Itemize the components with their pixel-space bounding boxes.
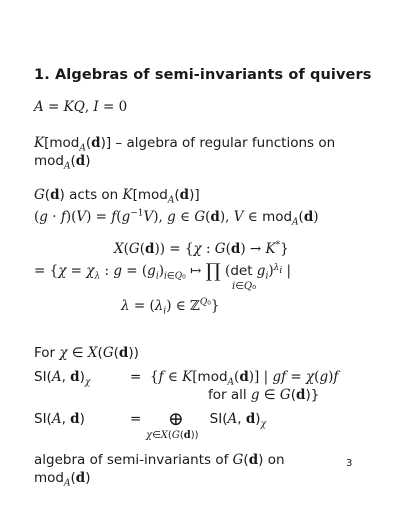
si-chi-lhs: SI(A, $d)_\chi$ <box>34 369 91 388</box>
section-heading: 1. Algebras of semi-invariants of quivers <box>34 67 372 83</box>
group-action-line: G(d) acts on K[mod$_A$(d)] <box>34 187 200 206</box>
si-chi-rhs-line-1: {f ∈ K[mod$_A$(d)] | gf = χ(g)f <box>150 369 339 388</box>
closing-line-2: mod$_A$(d) <box>34 470 91 489</box>
characters-line-2: = {$\chi = \chi_\lambda$ : $g = (g_i)_{i\in Q_0}$ ↦ ∏ (det $g_i)^{\lambda_i}$ | <box>34 260 292 282</box>
page-number: 3 <box>346 458 353 469</box>
for-chi-line: For χ ∈ X(G(d)) <box>34 345 139 361</box>
si-equals: = <box>130 411 142 427</box>
si-lhs: SI(A, d) <box>34 411 85 427</box>
sum-index: χ∈X(G(d)) <box>146 430 199 441</box>
characters-line-3: $\lambda = (\lambda_i)$ ∈ ℤ$^{Q_0}$} <box>121 297 220 317</box>
si-chi-equals: = <box>130 369 142 385</box>
regular-functions-line-2: mod$_A$(d) <box>34 153 91 172</box>
action-formula: $(g \cdot f)(V) = f(g^{-1}V)$, g ∈ G(d), V ∈ mod$_A$(d) <box>34 208 319 228</box>
characters-line-1: X(G(d)) = {χ : G(d) → K*} <box>114 240 289 257</box>
product-index: i∈Q₀ <box>232 281 257 292</box>
definition-A: A = KQ, I = 0 <box>34 99 128 115</box>
closing-line-1: algebra of semi-invariants of G(d) on <box>34 452 285 468</box>
si-rhs: ⊕ SI(A, $d)_\chi$ <box>168 408 267 430</box>
regular-functions-line-1: K[mod$_A$(d)] – algebra of regular functions on <box>34 135 336 154</box>
si-chi-rhs-line-2: for all g ∈ G(d)} <box>208 387 320 403</box>
